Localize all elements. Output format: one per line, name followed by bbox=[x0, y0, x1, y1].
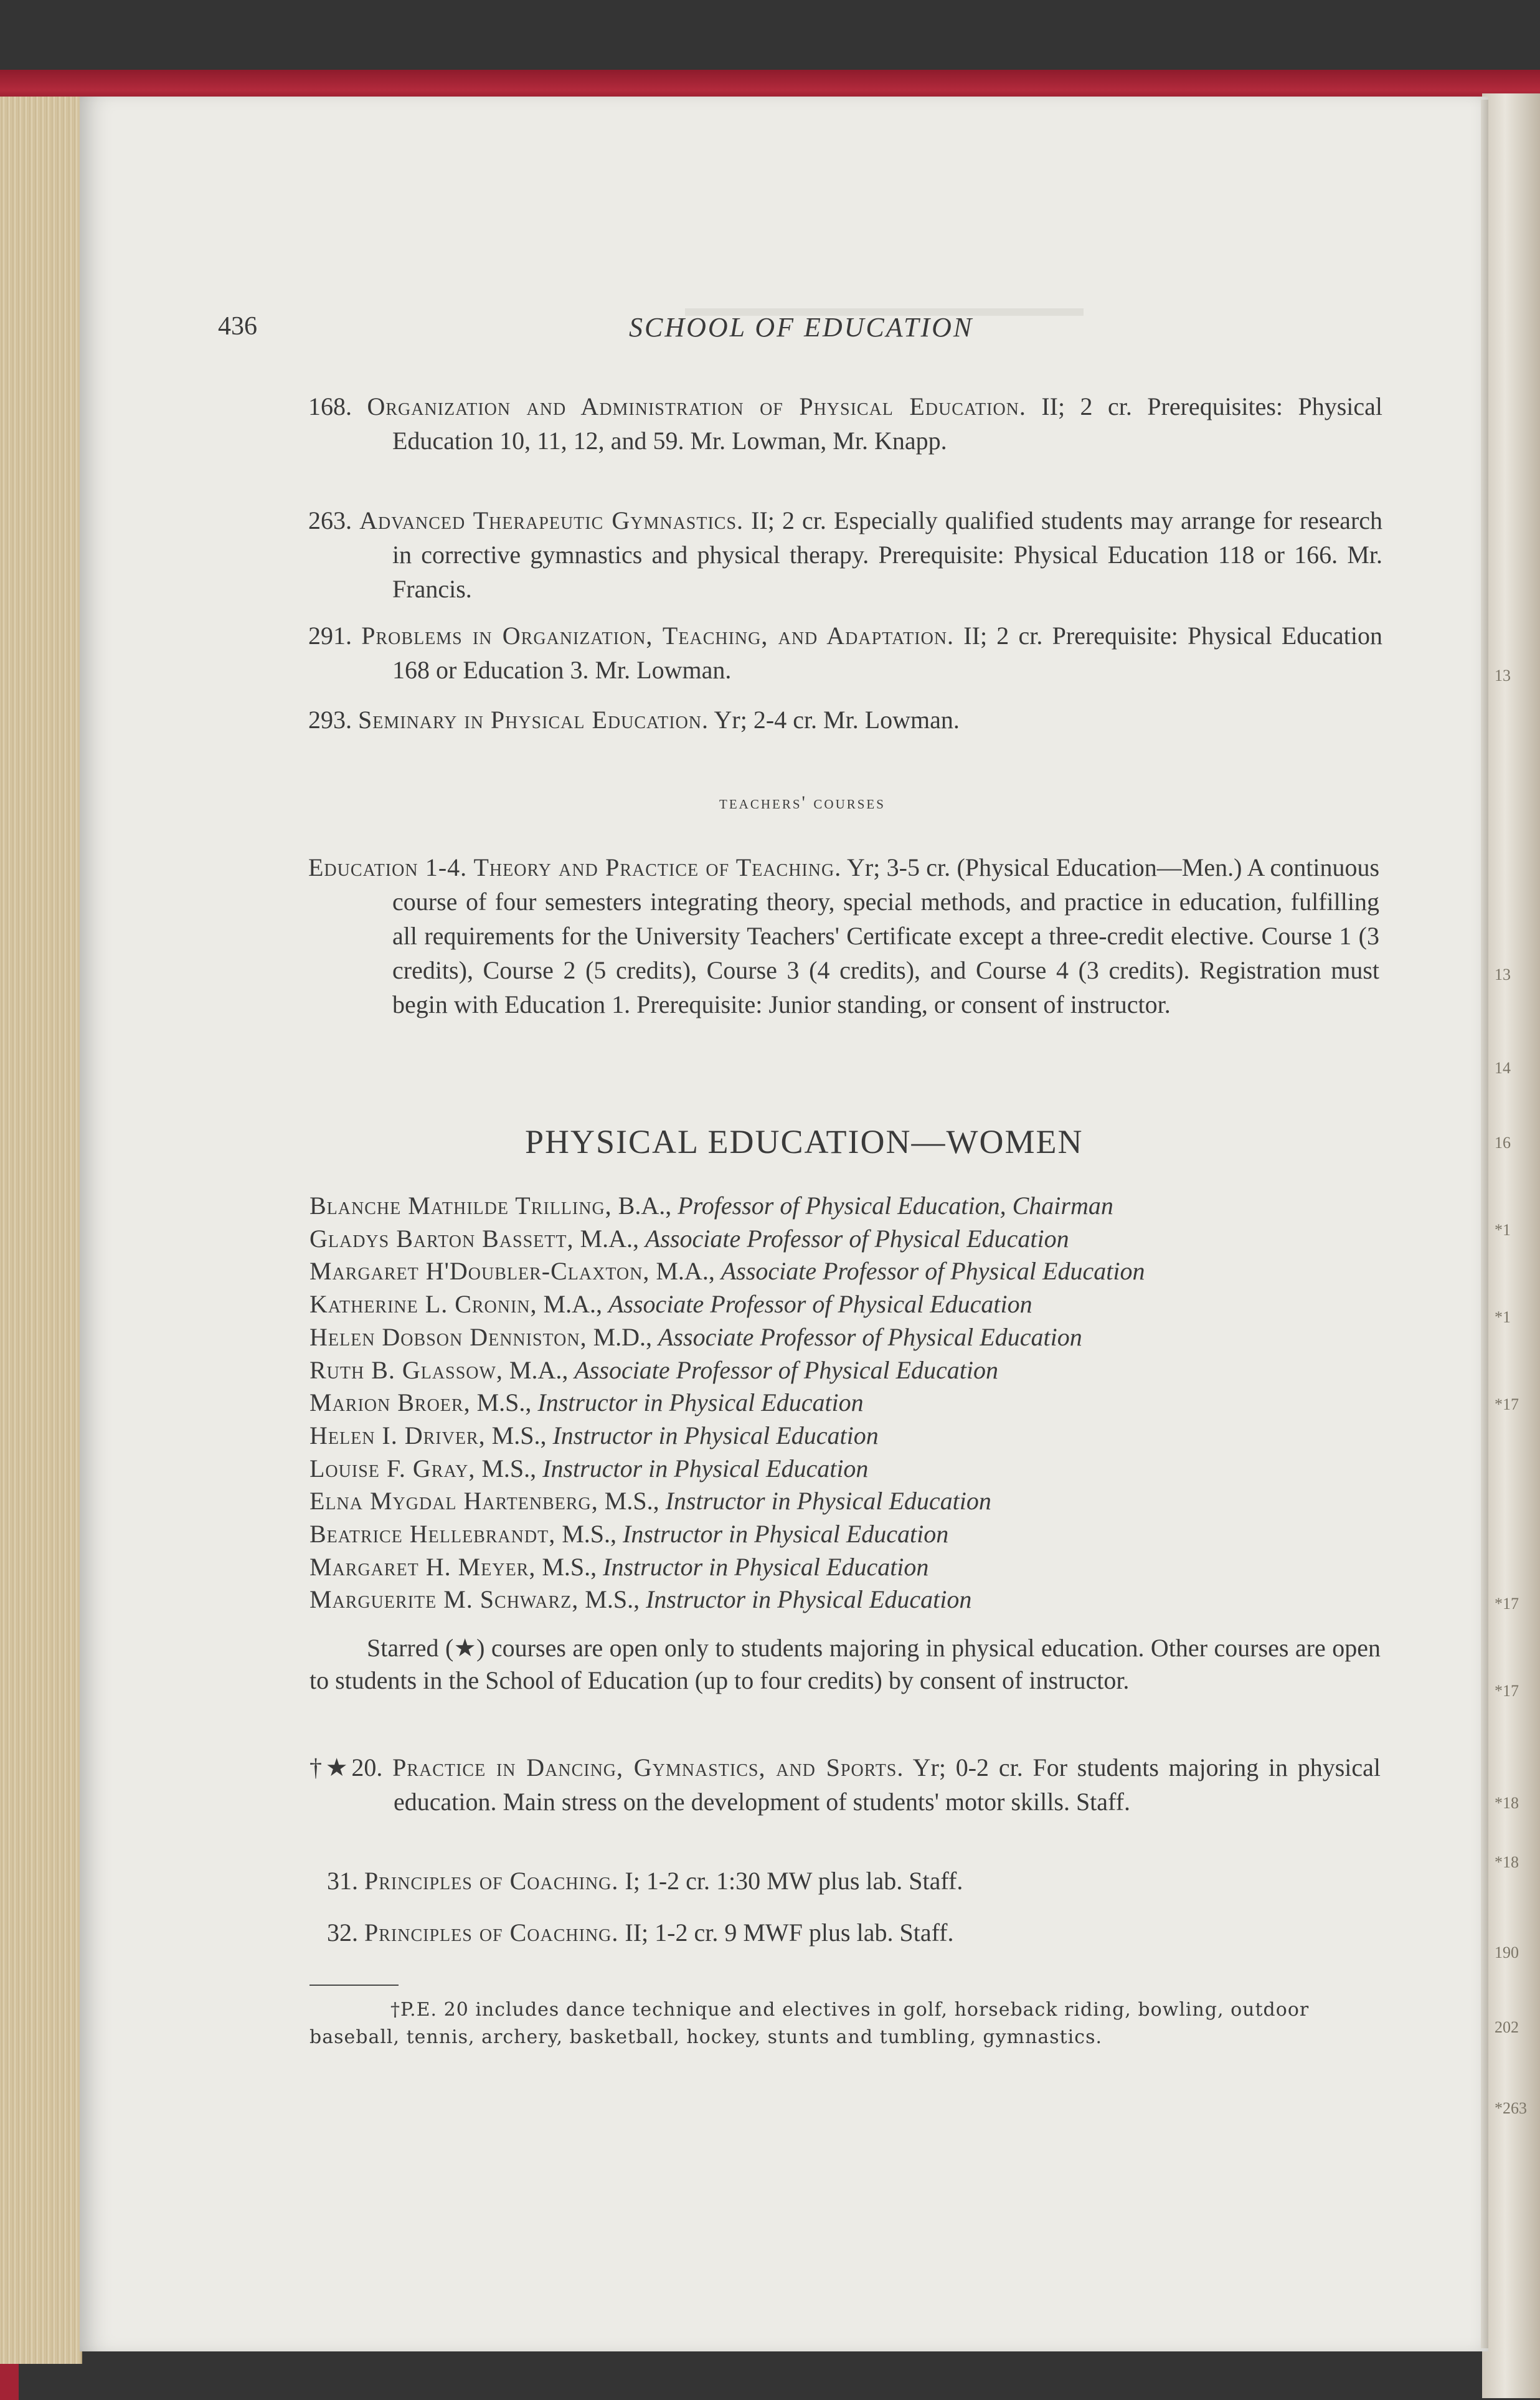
staff-list bbox=[309, 1190, 1405, 1616]
staff-degree: M.D., bbox=[593, 1322, 653, 1351]
staff-entry bbox=[309, 1190, 1405, 1223]
staff-name: Louise F. Gray, bbox=[309, 1454, 476, 1482]
edge-mark: *17 bbox=[1495, 1395, 1519, 1413]
staff-entry bbox=[309, 1223, 1405, 1256]
staff-name: Margaret H'Doubler-Claxton, bbox=[309, 1257, 650, 1286]
staff-name: Katherine L. Cronin, bbox=[309, 1290, 537, 1319]
staff-entry bbox=[309, 1387, 1405, 1420]
course-description: Yr; 3-5 cr. (Physical Education—Men.) A continuous course of four semesters integrating theory, special methods, and practice in education, fulfilling all requirements for the University Teachers' Certificate except a three-credit elective. Course 1 (3 credits), Course 2 (5 credits), Course 3 (4 credits), and Course 4 (3 credits). Registration must begin with Education 1. Prerequisite: Junior standing, or consent of instructor. bbox=[392, 853, 1380, 1018]
show-through-text: ▬▬▬▬▬▬▬▬▬▬▬▬▬▬▬▬ bbox=[685, 293, 1084, 321]
course-title: Organization and Administration of Physical Education. bbox=[367, 392, 1026, 420]
course-number: †★20. bbox=[309, 1753, 383, 1781]
staff-degree: B.A., bbox=[618, 1192, 672, 1220]
staff-entry bbox=[309, 1321, 1405, 1354]
staff-role: Associate Professor of Physical Education bbox=[645, 1224, 1069, 1253]
staff-name: Helen I. Driver, bbox=[309, 1421, 486, 1449]
edge-mark: *263 bbox=[1495, 2099, 1527, 2117]
course-title: Practice in Dancing, Gymnastics, and Sports. bbox=[392, 1753, 904, 1781]
course-title: Seminary in Physical Education. bbox=[358, 706, 709, 734]
edge-mark: *18 bbox=[1495, 1853, 1519, 1871]
staff-role: Instructor in Physical Education bbox=[537, 1388, 864, 1417]
staff-degree: M.S., bbox=[562, 1520, 617, 1549]
edge-mark: *1 bbox=[1495, 1221, 1511, 1239]
staff-entry bbox=[309, 1255, 1405, 1288]
course-number: 293. bbox=[308, 706, 352, 734]
staff-degree: M.S., bbox=[542, 1552, 597, 1581]
course-title: Theory and Practice of Teaching. bbox=[473, 853, 842, 881]
course-number: 32. bbox=[327, 1919, 358, 1947]
staff-role: Professor of Physical Education, Chairman bbox=[678, 1192, 1113, 1220]
course-title: Problems in Organization, Teaching, and Adaptation. bbox=[361, 622, 955, 650]
staff-degree: M.A., bbox=[580, 1224, 639, 1253]
edge-mark: 14 bbox=[1495, 1059, 1511, 1077]
staff-name: Marguerite M. Schwarz, bbox=[309, 1585, 579, 1614]
edge-mark: 16 bbox=[1495, 1134, 1511, 1152]
staff-entry bbox=[309, 1518, 1405, 1551]
staff-entry bbox=[309, 1551, 1405, 1584]
footnote-rule bbox=[309, 1985, 399, 1986]
course-description: II; 1-2 cr. 9 MWF plus lab. Staff. bbox=[625, 1919, 954, 1947]
staff-degree: M.S., bbox=[476, 1388, 532, 1417]
course-entry bbox=[308, 850, 1379, 1022]
section-heading: teachers' courses bbox=[719, 792, 886, 813]
staff-degree: M.S., bbox=[491, 1421, 547, 1449]
course-number: 291. bbox=[308, 622, 352, 650]
staff-name: Marion Broer, bbox=[309, 1388, 471, 1417]
course-entry bbox=[308, 503, 1382, 606]
staff-entry bbox=[309, 1583, 1405, 1616]
page-header bbox=[218, 311, 1457, 349]
staff-entry bbox=[309, 1288, 1405, 1321]
staff-name: Elna Mygdal Hartenberg, bbox=[309, 1487, 598, 1515]
edge-mark: *18 bbox=[1495, 1794, 1519, 1812]
staff-name: Beatrice Hellebrandt, bbox=[309, 1520, 556, 1549]
course-description: II; 2 cr. Prerequisites: Physical Education 10, 11, 12, and 59. Mr. Lowman, Mr. Knapp. bbox=[392, 392, 1383, 455]
book-cover-right-edge bbox=[1482, 93, 1540, 2398]
staff-entry bbox=[309, 1485, 1405, 1518]
staff-role: Associate Professor of Physical Education bbox=[720, 1257, 1145, 1286]
staff-role: Instructor in Physical Education bbox=[665, 1487, 991, 1515]
staff-role: Instructor in Physical Education bbox=[646, 1585, 972, 1614]
staff-role: Associate Professor of Physical Education bbox=[658, 1322, 1082, 1351]
course-entry bbox=[309, 1750, 1381, 1819]
edge-mark: 190 bbox=[1495, 1943, 1519, 1961]
staff-entry bbox=[309, 1420, 1405, 1453]
edge-mark: 202 bbox=[1495, 2018, 1519, 2036]
staff-name: Margaret H. Meyer, bbox=[309, 1552, 536, 1581]
course-number: 31. bbox=[327, 1867, 358, 1895]
course-description: I; 1-2 cr. 1:30 MW plus lab. Staff. bbox=[625, 1867, 963, 1895]
course-number: 168. bbox=[308, 392, 352, 420]
intro-paragraph: Starred (★) courses are open only to students majoring in physical education. Other courses are open to students in the School of Education (up to four credits) by consent of instructor. bbox=[309, 1634, 1381, 1694]
staff-name: Ruth B. Glassow, bbox=[309, 1355, 503, 1384]
page-gutter bbox=[1481, 100, 1488, 2348]
course-entry bbox=[308, 389, 1382, 458]
staff-role: Instructor in Physical Education bbox=[623, 1520, 949, 1549]
staff-degree: M.A., bbox=[543, 1290, 602, 1319]
staff-role: Associate Professor of Physical Education bbox=[608, 1290, 1032, 1319]
staff-name: Helen Dobson Denniston, bbox=[309, 1322, 587, 1351]
course-title: Principles of Coaching. bbox=[364, 1867, 619, 1895]
course-number: 263. bbox=[308, 506, 352, 534]
edge-mark: *1 bbox=[1495, 1308, 1511, 1326]
starred-courses-note bbox=[309, 1632, 1381, 1697]
course-entry bbox=[327, 1864, 1379, 1898]
staff-role: Instructor in Physical Education bbox=[603, 1552, 929, 1581]
page-number: 436 bbox=[218, 312, 257, 341]
course-title: Advanced Therapeutic Gymnastics. bbox=[359, 506, 744, 534]
staff-degree: M.S., bbox=[604, 1487, 659, 1515]
course-title: Principles of Coaching. bbox=[364, 1919, 619, 1947]
staff-role: Instructor in Physical Education bbox=[542, 1454, 869, 1482]
edge-mark: 13 bbox=[1495, 666, 1511, 685]
course-entry bbox=[308, 619, 1382, 687]
staff-degree: M.A., bbox=[656, 1257, 715, 1286]
edge-mark: 13 bbox=[1495, 965, 1511, 984]
staff-name: Gladys Barton Bassett, bbox=[309, 1224, 574, 1253]
edge-mark: *17 bbox=[1495, 1595, 1519, 1613]
edge-mark: *17 bbox=[1495, 1682, 1519, 1700]
footnote: †P.E. 20 includes dance technique and electives in golf, horseback riding, bowling, outdoor baseball, tennis, archery, basketball, hockey, stunts and tumbling, gymnastics. bbox=[309, 1999, 1310, 2048]
running-title: SCHOOL OF EDUCATION bbox=[629, 312, 974, 343]
staff-name: Blanche Mathilde Trilling, bbox=[309, 1192, 612, 1220]
course-description: II; 2 cr. Prerequisite: Physical Education 168 or Education 3. Mr. Lowman. bbox=[392, 622, 1383, 684]
staff-role: Associate Professor of Physical Education bbox=[574, 1355, 999, 1384]
course-description: Yr; 2-4 cr. Mr. Lowman. bbox=[714, 706, 960, 734]
course-description: Yr; 0-2 cr. For students majoring in physical education. Main stress on the development of students' motor skills. Staff. bbox=[394, 1753, 1381, 1816]
page-stack-edges bbox=[0, 97, 82, 2364]
course-description: II; 2 cr. Especially qualified students may arrange for research in corrective gymnastics and physical therapy. Prerequisite: Physical Education 118 or 166. Mr. Francis. bbox=[392, 506, 1383, 603]
staff-degree: M.S., bbox=[481, 1454, 537, 1482]
course-code: Education 1-4. bbox=[308, 853, 468, 881]
staff-entry bbox=[309, 1453, 1405, 1486]
staff-role: Instructor in Physical Education bbox=[552, 1421, 879, 1449]
staff-degree: M.S., bbox=[585, 1585, 640, 1614]
course-entry bbox=[327, 1915, 1379, 1950]
staff-entry bbox=[309, 1354, 1405, 1387]
course-entry bbox=[308, 703, 1382, 737]
staff-degree: M.A., bbox=[509, 1355, 569, 1384]
section-title: PHYSICAL EDUCATION—WOMEN bbox=[525, 1123, 1084, 1160]
